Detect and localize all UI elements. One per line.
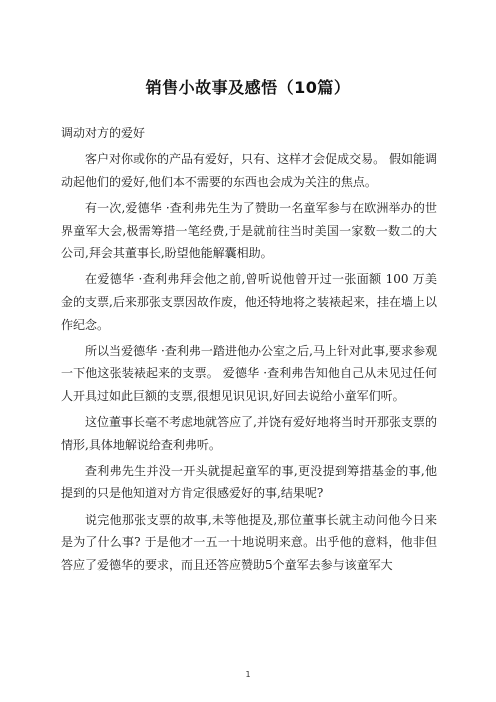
- body-paragraph: 有一次,爱德华 ·查利弗先生为了赞助一名童军参与在欧洲举办的世界童军大会,极需筹措一笔经费,于是就前往当时美国一家数一数二的大公司,拜会其董事长,盼望他能解囊相助。: [61, 200, 437, 261]
- body-paragraph: 说完他那张支票的故事,未等他提及,那位董事长就主动问他今日来是为了什么事? 于是他才一五一十地说明来意。出乎他的意料，他非但答应了爱德华的要求，而且还答应赞助5个童军去参与该童军大: [61, 512, 437, 572]
- document-body: [61, 122, 437, 580]
- body-paragraph: 查利弗先生并没一开头就提起童军的事,更没提到筹措基金的事,他提到的只是他知道对方肯定很感爱好的事,结果呢?: [61, 463, 437, 501]
- page-number: 1: [245, 670, 251, 679]
- body-paragraph: 在爱德华 ·查利弗拜会他之前,曾听说他曾开过一张面额 100 万美金的支票,后来那张支票因故作废，他还特地将之装裱起来，挂在墙上以作纪念。: [61, 272, 437, 332]
- body-paragraph: 所以当爱德华 ·查利弗一踏进他办公室之后,马上针对此事,要求参观一下他这张装裱起来的支票。 爱德华 ·查利弗告知他自己从未见过任何人开具过如此巨额的支票,很想见识见识,好回去说给小童军们听。: [61, 343, 437, 403]
- document-title: 销售小故事及感悟（10篇）: [145, 78, 351, 97]
- body-paragraph: 客户对你或你的产品有爱好，只有、这样才会促成交易。 假如能调动起他们的爱好,他们本不需要的东西也会成为关注的焦点。: [61, 152, 437, 189]
- section-subheading: 调动对方的爱好: [61, 126, 146, 140]
- body-paragraph: 这位董事长毫不考虑地就答应了,并饶有爱好地将当时开那张支票的情形,具体地解说给查利弗听。: [61, 415, 437, 452]
